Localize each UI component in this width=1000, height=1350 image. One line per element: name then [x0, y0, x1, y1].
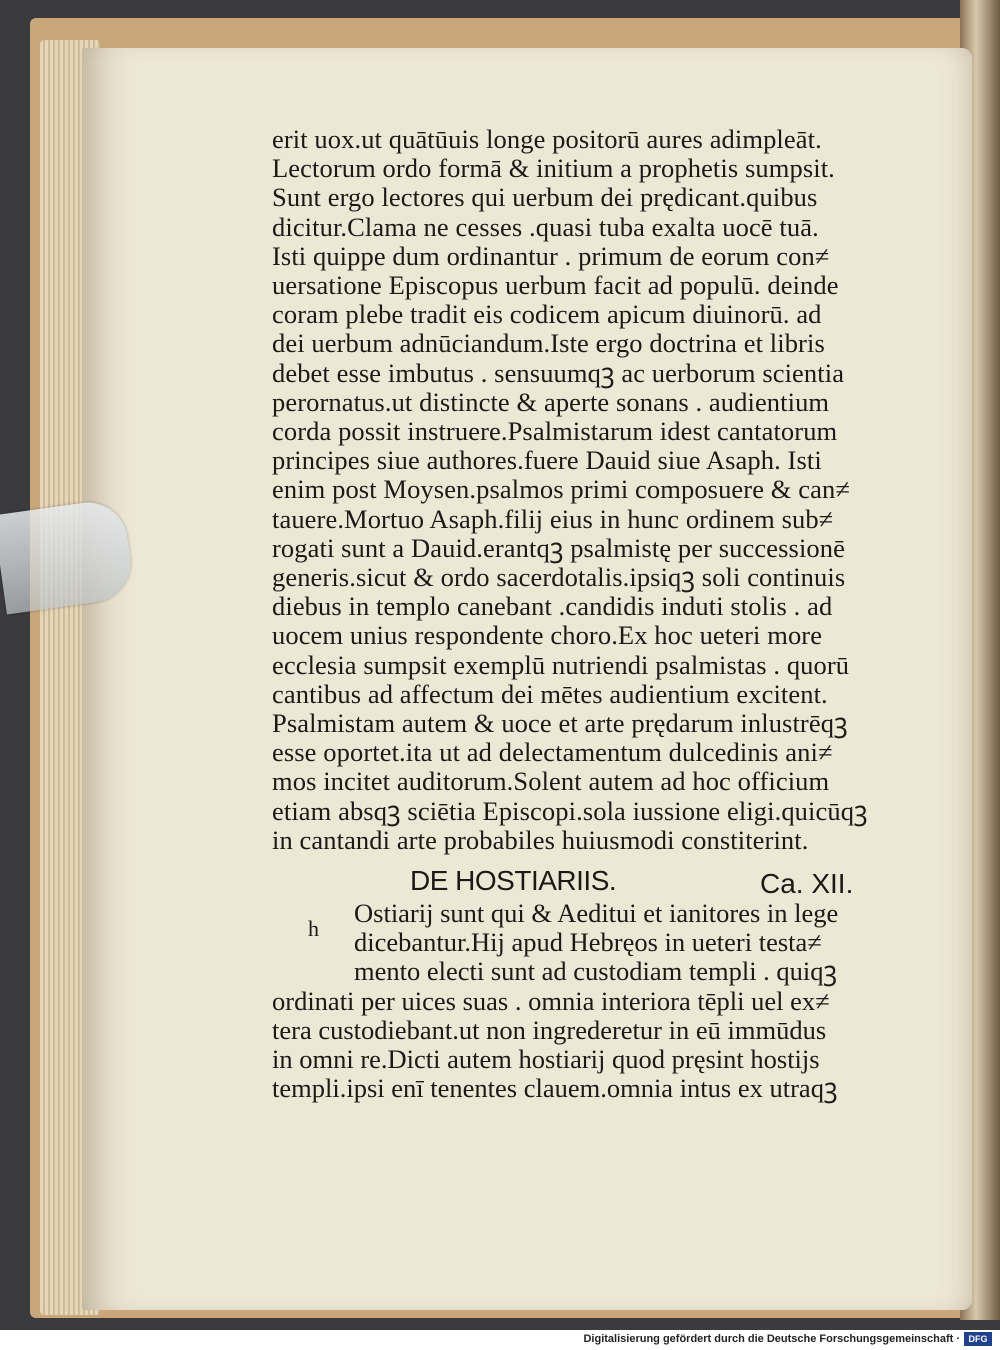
chapter-number: Ca. XII.	[760, 868, 854, 899]
digitization-credit: Digitalisierung gefördert durch die Deutsche Forschungsgemeinschaft ·	[583, 1333, 960, 1345]
text-line: tera custodiebant.ut non ingrederetur in eū immūdus	[272, 1014, 827, 1045]
text-line: dicitur.Clama ne cesses .quasi tuba exalta uocē tuā.	[272, 211, 819, 242]
text-line: coram plebe tradit eis codicem apicum diuinorū. ad	[272, 299, 822, 330]
text-line: esse oportet.ita ut ad delectamentum dulcedinis ani≠	[272, 737, 833, 768]
guide-letter: h	[308, 916, 319, 941]
text-line: Lectorum ordo formā & initium a prophetis sumpsit.	[272, 153, 835, 184]
text-line: Sunt ergo lectores qui uerbum dei prędicant.quibus	[272, 182, 818, 213]
text-line: ecclesia sumpsit exemplū nutriendi psalmistas . quorū	[272, 649, 850, 680]
text-line: principes siue authores.fuere Dauid siue Asaph. Isti	[272, 445, 822, 476]
text-line: Isti quippe dum ordinantur . primum de eorum con≠	[272, 240, 830, 271]
text-line: tauere.Mortuo Asaph.filij eius in hunc ordinem sub≠	[272, 503, 834, 534]
text-line: generis.sicut & ordo sacerdotalis.ipsiqꝫ soli continuis	[272, 562, 846, 593]
text-line: in cantandi arte probabiles huiusmodi constiterint.	[272, 824, 809, 855]
text-line: rogati sunt a Dauid.erantqꝫ psalmistę per successionē	[272, 532, 845, 563]
text-line: templi.ipsi enī tenentes clauem.omnia intus ex utraqꝫ	[272, 1073, 838, 1104]
text-line: cantibus ad affectum dei mētes audientium excitent.	[272, 678, 828, 709]
text-line: in omni re.Dicti autem hostiarij quod pręsint hostijs	[272, 1044, 820, 1075]
dfg-logo[interactable]: DFG	[964, 1332, 992, 1346]
text-line: debet esse imbutus . sensuumqꝫ ac uerborum scientia	[272, 357, 845, 388]
text-line: Ostiarij sunt qui & Aeditui et ianitores in lege	[354, 898, 839, 928]
text-line: uocem unius respondente choro.Ex hoc ueteri more	[272, 620, 823, 651]
section-text-block	[272, 899, 892, 1103]
text-line: mos incitet auditorum.Solent autem ad hoc officium	[272, 766, 830, 797]
text-line: dicebantur.Hij apud Hebręos in ueteri testa≠	[354, 927, 822, 958]
text-line: etiam absqꝫ sciētia Episcopi.sola iussione eligi.quicūqꝫ	[272, 795, 868, 826]
text-line: ordinati per uices suas . omnia interiora tēpli uel ex≠	[272, 985, 830, 1016]
text-line: mento electi sunt ad custodiam templi . quiqꝫ	[354, 956, 838, 987]
text-line: dei uerbum adnūciandum.Iste ergo doctrina et libris	[272, 328, 825, 359]
footer-bar	[0, 1330, 1000, 1350]
text-line: Psalmistam autem & uoce et arte prędarum inlustrēqꝫ	[272, 708, 848, 739]
main-text-block	[272, 125, 902, 855]
text-line: enim post Moysen.psalmos primi composuere & can≠	[272, 474, 850, 505]
text-line: diebus in templo canebant .candidis induti stolis . ad	[272, 591, 833, 622]
text-line: corda possit instruere.Psalmistarum idest cantatorum	[272, 416, 838, 447]
text-line: erit uox.ut quātūuis longe positorū aures adimpleāt.	[272, 124, 822, 154]
section-title: DE HOSTIARIIS.	[410, 865, 617, 896]
text-line: uersatione Episcopus uerbum facit ad populū. deinde	[272, 270, 839, 301]
text-line: perornatus.ut distincte & aperte sonans . audientium	[272, 386, 830, 417]
